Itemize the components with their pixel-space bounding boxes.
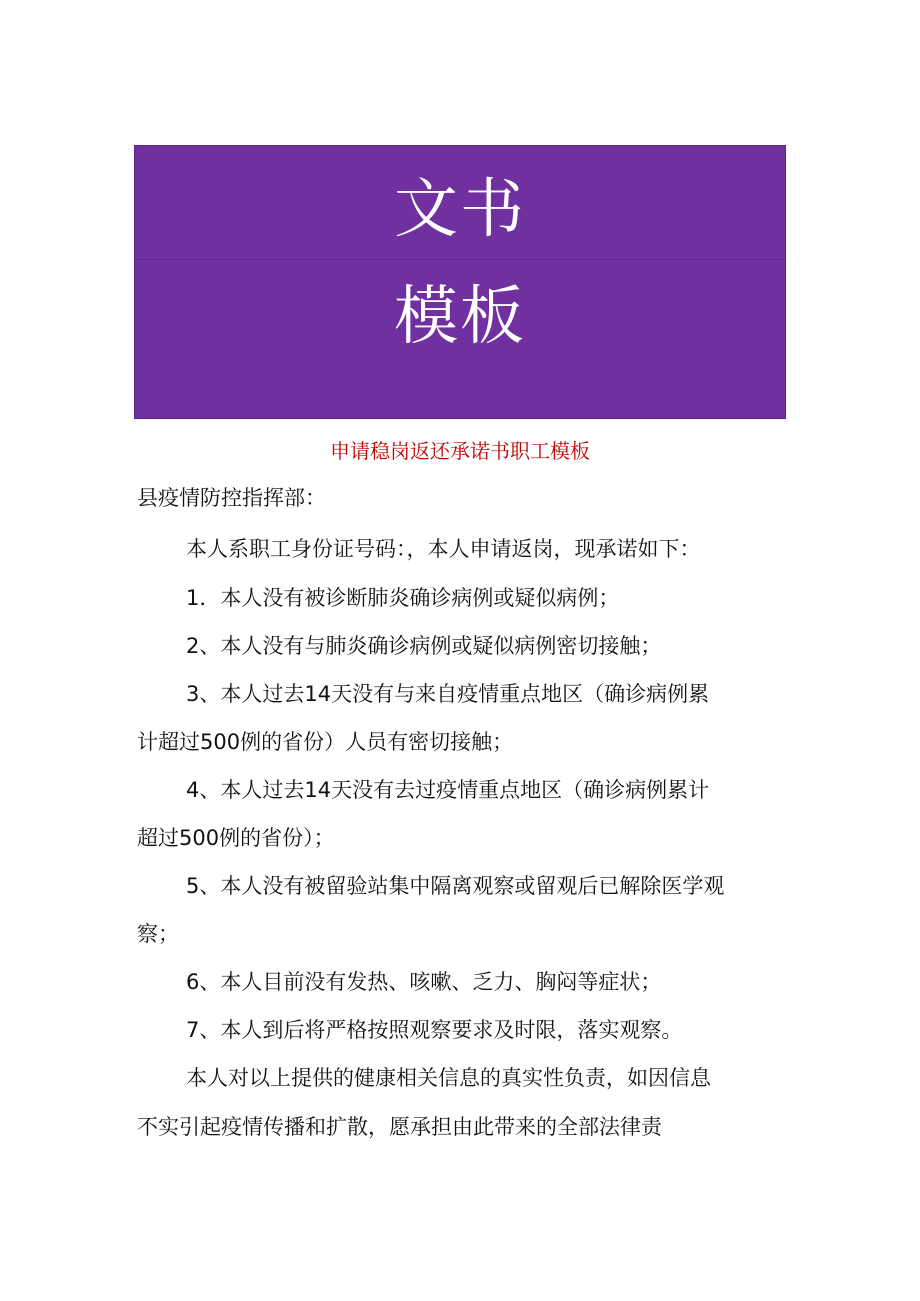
commitment-item-7: 7、本人到后将严格按照观察要求及时限，落实观察。 bbox=[186, 1018, 683, 1042]
closing-paragraph: 本人对以上提供的健康相关信息的真实性负责，如因信息 bbox=[186, 1066, 711, 1090]
commitment-item-4: 4、本人过去14天没有去过疫情重点地区（确诊病例累计 bbox=[186, 778, 710, 802]
commitment-item-1: 1．本人没有被诊断肺炎确诊病例或疑似病例； bbox=[186, 586, 620, 610]
paragraph-line: 本人系职工身份证号码：，本人申请返岗，现承诺如下： bbox=[186, 537, 701, 561]
commitment-item-6: 6、本人目前没有发热、咳嗽、乏力、胸闷等症状； bbox=[186, 970, 662, 994]
commitment-item-2: 2、本人没有与肺炎确诊病例或疑似病例密切接触； bbox=[186, 634, 662, 658]
banner-title-line1: 文书 bbox=[394, 173, 526, 247]
commitment-item-4-cont: 超过500例的省份）； bbox=[137, 826, 335, 850]
document-title: 申请稳岗返还承诺书职工模板 bbox=[330, 439, 590, 463]
commitment-item-5-cont: 察； bbox=[137, 922, 179, 946]
commitment-item-3: 3、本人过去14天没有与来自疫情重点地区（确诊病例累 bbox=[186, 682, 710, 706]
salutation: 县疫情防控指挥部： bbox=[137, 486, 326, 510]
commitment-item-3-cont: 计超过500例的省份）人员有密切接触； bbox=[137, 730, 514, 754]
banner-divider bbox=[135, 259, 785, 260]
commitment-item-5: 5、本人没有被留验站集中隔离观察或留观后已解除医学观 bbox=[186, 874, 725, 898]
banner-title-line2: 模板 bbox=[394, 280, 526, 354]
closing-paragraph-cont: 不实引起疫情传播和扩散，愿承担由此带来的全部法律责 bbox=[137, 1115, 662, 1139]
